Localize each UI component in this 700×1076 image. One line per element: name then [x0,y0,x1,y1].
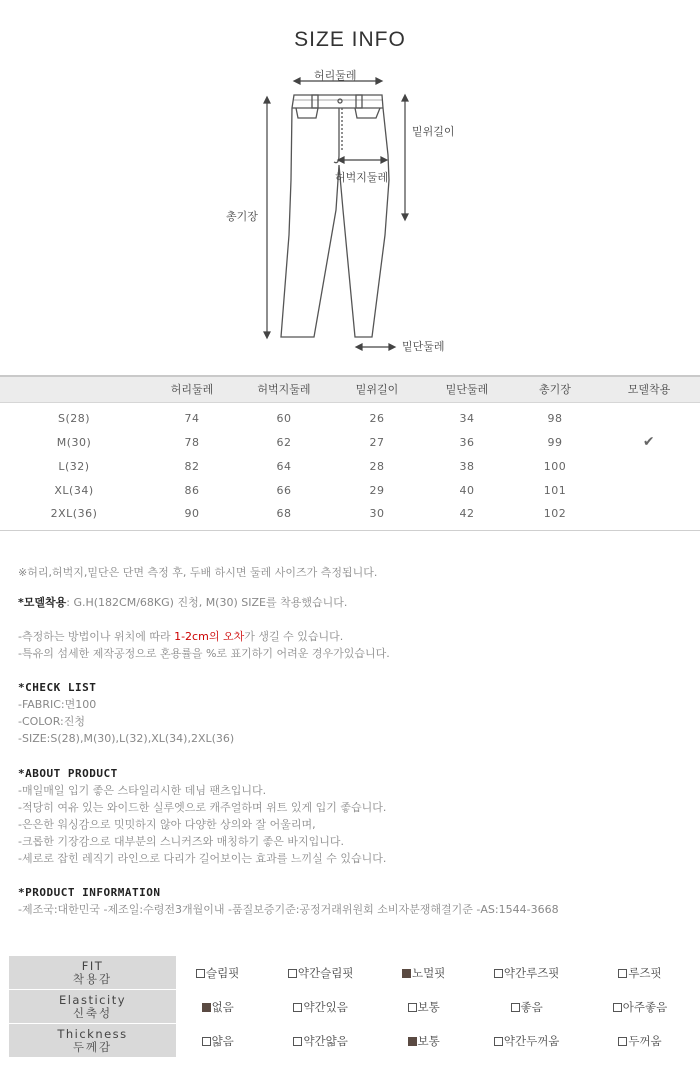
list-item: -적당히 여유 있는 와이드한 실루엣으로 캐주얼하며 위트 있게 입기 좋습니다. [18,801,387,814]
fit-row-label-ko: 신축성 [72,1005,113,1020]
fit-option-label: 좋음 [520,999,543,1014]
value-cell: 78 [184,435,200,449]
value-cell: 62 [276,435,292,449]
size-cell: M(30) [56,435,92,449]
value-cell: 34 [459,411,475,425]
about-product-section [18,765,386,867]
fit-option-label: 약간있음 [303,999,348,1014]
fit-row-label-ko: 착용감 [72,971,113,986]
hem-label: 밑단둘레 [402,340,445,353]
size-cell: L(32) [58,459,90,473]
fit-row-label-en: Thickness [57,1026,128,1041]
fit-option [177,956,259,990]
list-item: -FABRIC:면100 [18,698,97,711]
model-check-cell [598,402,700,430]
error-note-highlight: 1-2cm의 오차 [174,630,245,643]
fit-option [382,956,464,990]
value-cell: 29 [369,483,385,497]
list-item: -매일매일 입기 좋은 스타일리시한 데님 팬츠입니다. [18,784,267,797]
value-cell: 30 [332,502,422,530]
measure-note: ※허리,허벅지,밑단은 단면 측정 후, 두배 하시면 둘레 사이즈가 측정됩니다. [18,566,378,579]
value-cell: 64 [276,459,292,473]
table-row [0,478,700,502]
header-cell: 밑위길이 [332,376,422,402]
checked-box-icon [402,969,411,978]
fit-option [259,956,383,990]
size-table-header [0,376,700,402]
check-icon: ✔ [642,434,656,450]
value-cell: 98 [547,411,563,425]
value-cell: 68 [236,502,332,530]
fit-row [9,1024,692,1058]
value-cell: 60 [276,411,292,425]
fit-row-label [9,1024,177,1058]
fit-option-label: 루즈핏 [628,965,662,980]
checked-box-icon [408,1037,417,1046]
checkbox-icon [613,1003,622,1012]
table-row [0,402,700,430]
fit-option-label: 얇음 [211,1033,234,1048]
fit-table [8,955,692,1058]
fit-option-label: 보통 [417,1033,440,1048]
value-cell: 38 [459,459,475,473]
checkbox-icon [618,969,627,978]
model-note [18,594,347,611]
fabric-note: -특유의 섬세한 제작공정으로 혼용률을 %로 표기하기 어려운 경우가있습니다. [18,647,390,660]
model-check-cell [598,478,700,502]
check-list-section [18,679,234,747]
size-cell: S(28) [57,411,91,425]
error-note [18,628,343,645]
checkbox-icon [408,1003,417,1012]
fit-option-label: 슬림핏 [206,965,240,980]
table-row [0,430,700,454]
checked-box-icon [202,1003,211,1012]
checkbox-icon [288,969,297,978]
header-cell: 허벅지둘레 [236,376,332,402]
fit-row-label [9,956,177,990]
header-cell [0,376,148,402]
value-cell: 101 [543,483,567,497]
fit-option-label: 노멀핏 [411,965,446,980]
fit-option [588,1024,691,1058]
value-cell: 100 [543,459,567,473]
value-cell: 99 [547,435,563,449]
checkbox-icon [196,969,205,978]
checkbox-icon [293,1003,302,1012]
fit-option-label: 약간루즈핏 [503,965,560,980]
value-cell: 90 [148,502,236,530]
page-title: SIZE INFO [294,28,406,51]
fit-option-label: 아주좋음 [622,999,668,1014]
fit-option [177,1024,259,1058]
fit-row-label [9,990,177,1024]
checkbox-icon [293,1037,302,1046]
fit-option [588,956,691,990]
checkbox-icon [618,1037,627,1046]
product-info-section [18,884,559,918]
checkbox-icon [494,969,503,978]
table-row [0,502,700,530]
checkbox-icon [202,1037,211,1046]
fit-option [382,990,464,1024]
list-item: -은은한 워싱감으로 밋밋하지 않아 다양한 상의와 잘 어울리며, [18,818,316,831]
fit-option [465,956,589,990]
header-cell: 모델착용 [598,376,700,402]
fit-option-label: 약간두꺼움 [503,1033,560,1048]
fit-row-label-en: Elasticity [58,992,127,1007]
product-info-text: -제조국:대한민국 -제조일:수령전3개월이내 -품질보증기준:공정거래위원회 소비자분쟁해결기준 -AS:1544-3668 [18,903,559,916]
fit-row [9,990,692,1024]
size-cell: 2XL(36) [0,502,148,530]
fit-row [9,956,692,990]
thigh-label: 허벅지둘레 [335,171,389,184]
value-cell: 66 [276,483,292,497]
list-item: -세로로 잡힌 레직기 라인으로 다리가 길어보이는 효과를 느끼실 수 있습니다. [18,852,387,865]
list-item: -SIZE:S(28),M(30),L(32),XL(34),2XL(36) [18,732,235,745]
about-product-title: *ABOUT PRODUCT [18,767,118,780]
length-label: 총기장 [226,210,258,223]
checkbox-icon [494,1037,503,1046]
header-cell: 총기장 [512,376,598,402]
value-cell: 102 [512,502,598,530]
check-list-title: *CHECK LIST [18,681,97,694]
value-cell: 74 [184,411,200,425]
model-note-label: *모델착용 [18,596,67,609]
fit-option-label: 약간슬림핏 [297,965,354,980]
checkbox-icon [511,1003,520,1012]
fit-option-label: 없음 [211,999,234,1014]
value-cell: 28 [369,459,385,473]
pants-diagram [0,60,700,360]
fit-option [259,990,383,1024]
waist-label: 허리둘레 [314,69,357,82]
pants-illustration [0,60,700,360]
value-cell: 42 [422,502,512,530]
list-item: -크롭한 기장감으로 대부분의 스니커즈와 매칭하기 좋은 바지입니다. [18,835,344,848]
value-cell: 86 [184,483,200,497]
value-cell: 40 [459,483,475,497]
size-table [0,375,700,531]
fit-option [465,1024,589,1058]
rise-label: 밑위길이 [412,125,455,138]
fit-option [588,990,691,1024]
value-cell: 26 [369,411,385,425]
model-check-cell [598,454,700,478]
value-cell: 36 [459,435,475,449]
value-cell: 82 [184,459,200,473]
model-check-cell [598,502,700,530]
list-item: -COLOR:진청 [18,715,85,728]
fit-option-label: 약간얇음 [303,1033,348,1048]
fit-option [382,1024,464,1058]
error-note-pre: -측정하는 방법이나 위치에 따라 [18,630,175,643]
fit-row-label-ko: 두께감 [72,1039,113,1054]
header-cell: 허리둘레 [148,376,236,402]
fit-row-label-en: FIT [81,958,104,973]
fit-option [259,1024,383,1058]
fit-option-label: 두꺼움 [628,1033,662,1048]
fit-option [177,990,259,1024]
product-info-title: *PRODUCT INFORMATION [18,886,161,899]
error-note-post: 가 생길 수 있습니다. [244,630,344,643]
fit-option [465,990,589,1024]
table-row [0,454,700,478]
header-cell: 밑단둘레 [422,376,512,402]
size-cell: XL(34) [54,483,94,497]
fit-option-label: 보통 [417,999,440,1014]
value-cell: 27 [369,435,385,449]
model-note-text: : G.H(182CM/68KG) 진청, M(30) SIZE를 착용했습니다. [66,596,348,609]
